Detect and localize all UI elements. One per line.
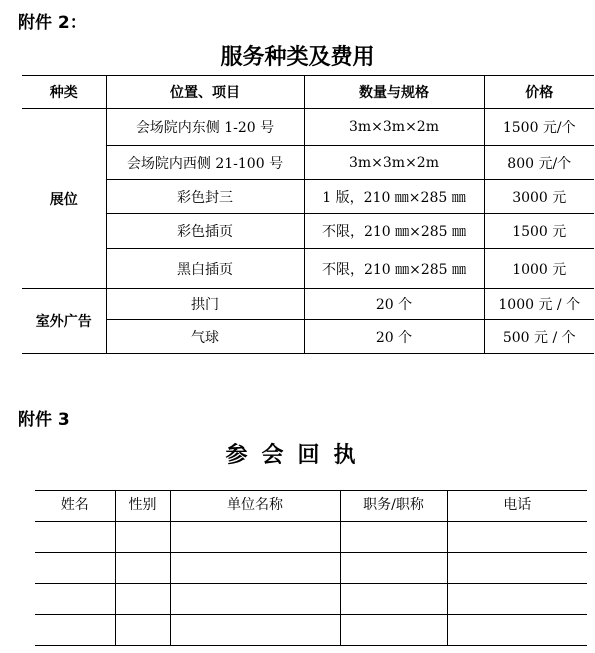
spec-cell: 3m×3m×2m [304, 109, 484, 146]
receipt-title: 参会回执 [225, 443, 370, 468]
attachment3-heading: 附件 3 [18, 410, 70, 430]
header-item: 位置、项目 [106, 76, 304, 109]
price-cell: 1000 元 [484, 249, 594, 289]
item-cell: 黑白插页 [106, 249, 304, 289]
header-phone: 电话 [447, 491, 587, 522]
blank-cell[interactable] [170, 615, 340, 646]
table-row [22, 180, 594, 214]
blank-row [35, 584, 587, 615]
blank-cell[interactable] [447, 522, 587, 553]
item-cell: 气球 [106, 320, 304, 354]
blank-cell[interactable] [447, 615, 587, 646]
blank-cell[interactable] [340, 615, 447, 646]
blank-cell[interactable] [340, 584, 447, 615]
blank-cell[interactable] [115, 522, 170, 553]
blank-cell[interactable] [447, 553, 587, 584]
header-gender: 性别 [115, 491, 170, 522]
spec-cell: 3m×3m×2m [304, 146, 484, 180]
table-row [22, 249, 594, 289]
spec-cell: 不限，210 ㎜×285 ㎜ [304, 214, 484, 249]
spec-cell: 1 版，210 ㎜×285 ㎜ [304, 180, 484, 214]
spec-cell: 不限，210 ㎜×285 ㎜ [304, 249, 484, 289]
table-row [22, 289, 594, 320]
category-cell: 室外广告 [22, 289, 106, 354]
price-cell: 500 元 / 个 [484, 320, 594, 354]
table-row [22, 146, 594, 180]
blank-cell[interactable] [115, 615, 170, 646]
item-cell: 会场院内西侧 21-100 号 [106, 146, 304, 180]
price-cell: 800 元/个 [484, 146, 594, 180]
header-category: 种类 [22, 76, 106, 109]
blank-row [35, 522, 587, 553]
blank-row [35, 615, 587, 646]
price-cell: 1500 元/个 [484, 109, 594, 146]
price-cell: 3000 元 [484, 180, 594, 214]
blank-cell[interactable] [447, 584, 587, 615]
item-cell: 会场院内东侧 1-20 号 [106, 109, 304, 146]
item-cell: 彩色封三 [106, 180, 304, 214]
table-row [22, 109, 594, 146]
item-cell: 彩色插页 [106, 214, 304, 249]
fee-table-title: 服务种类及费用 [220, 45, 375, 70]
attachment2-heading: 附件 2： [18, 13, 87, 33]
price-cell: 1000 元 / 个 [484, 289, 594, 320]
table-row [22, 214, 594, 249]
fee-table [22, 75, 594, 354]
spec-cell: 20 个 [304, 289, 484, 320]
spec-cell: 20 个 [304, 320, 484, 354]
header-organization: 单位名称 [170, 491, 340, 522]
blank-cell[interactable] [115, 553, 170, 584]
blank-cell[interactable] [340, 553, 447, 584]
header-name: 姓名 [35, 491, 115, 522]
receipt-header-row [35, 491, 587, 522]
fee-table-header-row [22, 76, 594, 109]
blank-cell[interactable] [35, 522, 115, 553]
blank-cell[interactable] [35, 553, 115, 584]
receipt-table [35, 490, 587, 646]
blank-cell[interactable] [115, 584, 170, 615]
price-cell: 1500 元 [484, 214, 594, 249]
blank-cell[interactable] [35, 615, 115, 646]
header-price: 价格 [484, 76, 594, 109]
item-cell: 拱门 [106, 289, 304, 320]
blank-cell[interactable] [170, 584, 340, 615]
category-cell: 展位 [22, 109, 106, 289]
blank-cell[interactable] [170, 553, 340, 584]
header-spec: 数量与规格 [304, 76, 484, 109]
header-title: 职务/职称 [340, 491, 447, 522]
table-row [22, 320, 594, 354]
blank-row [35, 553, 587, 584]
blank-cell[interactable] [170, 522, 340, 553]
blank-cell[interactable] [35, 584, 115, 615]
blank-cell[interactable] [340, 522, 447, 553]
